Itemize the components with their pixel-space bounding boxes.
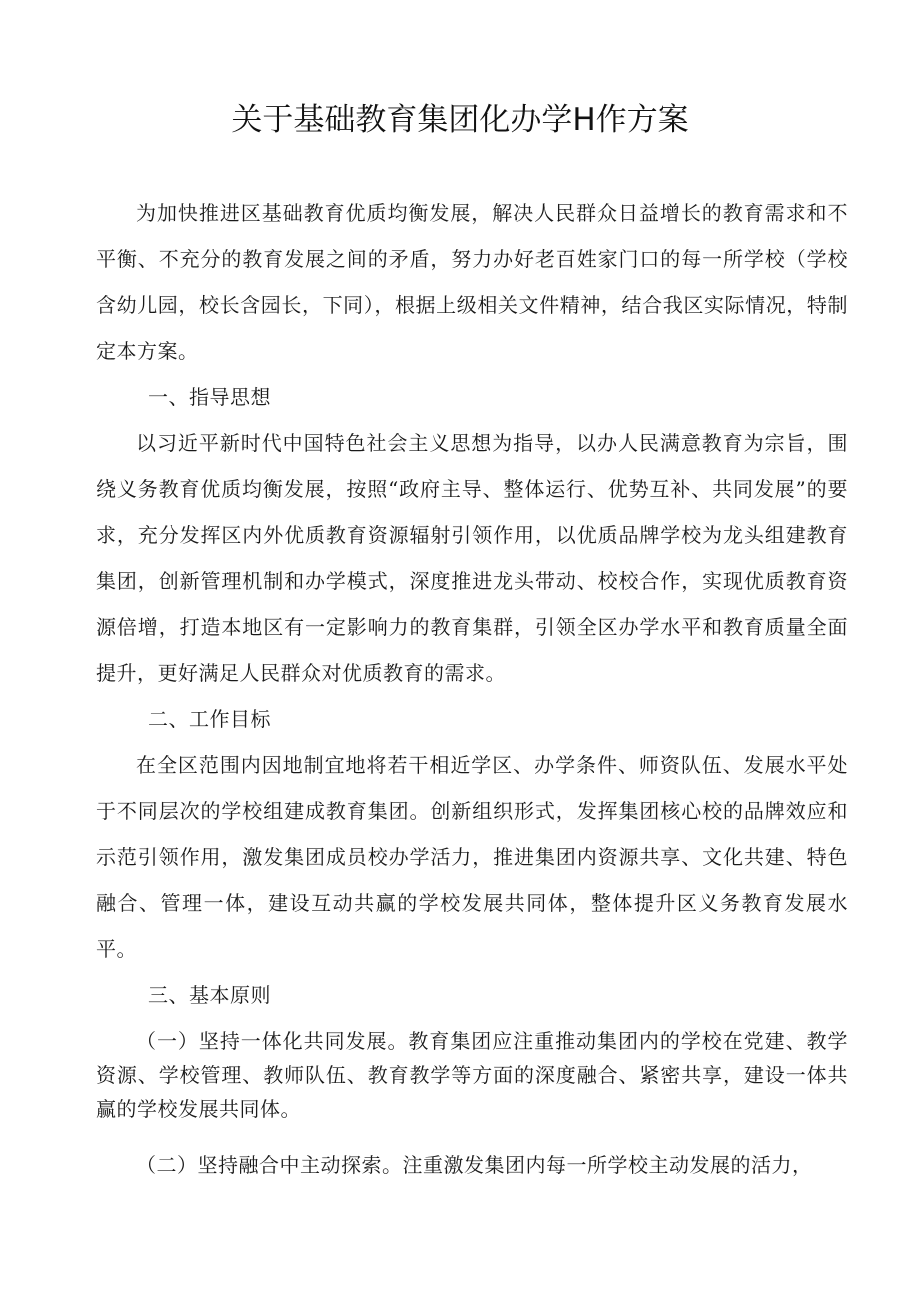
section-heading-work-goals: 二、工作目标 (148, 707, 271, 731)
section-heading-basic-principles: 三、基本原则 (148, 983, 271, 1007)
document-title: 关于基础教育集团化办学H作方案 (231, 102, 689, 138)
principle-1-paragraph: （一）坚持一体化共同发展。教育集团应注重推动集团内的学校在党建、教学资源、学校管理、教师队伍、教育教学等方面的深度融合、紧密共享，建设一体共赢的学校发展共同体。 (96, 1029, 848, 1121)
section-heading-guiding-ideology: 一、指导思想 (148, 385, 271, 409)
principle-2-paragraph: （二）坚持融合中主动探索。注重激发集团内每一所学校主动发展的活力， (136, 1153, 813, 1177)
document-body (96, 190, 848, 1188)
guiding-ideology-paragraph: 以习近平新时代中国特色社会主义思想为指导，以办人民满意教育为宗旨，围绕义务教育优质均衡发展，按照“政府主导、整体运行、优势互补、共同发展”的要求，充分发挥区内外优质教育资源辐射引领作用，以优质品牌学校为龙头组建教育集团，创新管理机制和办学模式，深度推进龙头带动、校校合作，实现优质教育资源倍增，打造本地区有一定影响力的教育集群，引领全区办学水平和教育质量全面提升，更好满足人民群众对优质教育的需求。 (96, 431, 848, 685)
work-goals-paragraph: 在全区范围内因地制宜地将若干相近学区、办学条件、师资队伍、发展水平处于不同层次的学校组建成教育集团。创新组织形式，发挥集团核心校的品牌效应和示范引领作用，激发集团成员校办学活力，推进集团内资源共享、文化共建、特色融合、管理一体，建设互动共赢的学校发展共同体，整体提升区义务教育发展水平。 (96, 753, 848, 961)
intro-paragraph: 为加快推进区基础教育优质均衡发展，解决人民群众日益增长的教育需求和不平衡、不充分的教育发展之间的矛盾，努力办好老百姓家门口的每一所学校（学校含幼儿园，校长含园长，下同），根据上级相关文件精神，结合我区实际情况，特制定本方案。 (96, 201, 848, 363)
